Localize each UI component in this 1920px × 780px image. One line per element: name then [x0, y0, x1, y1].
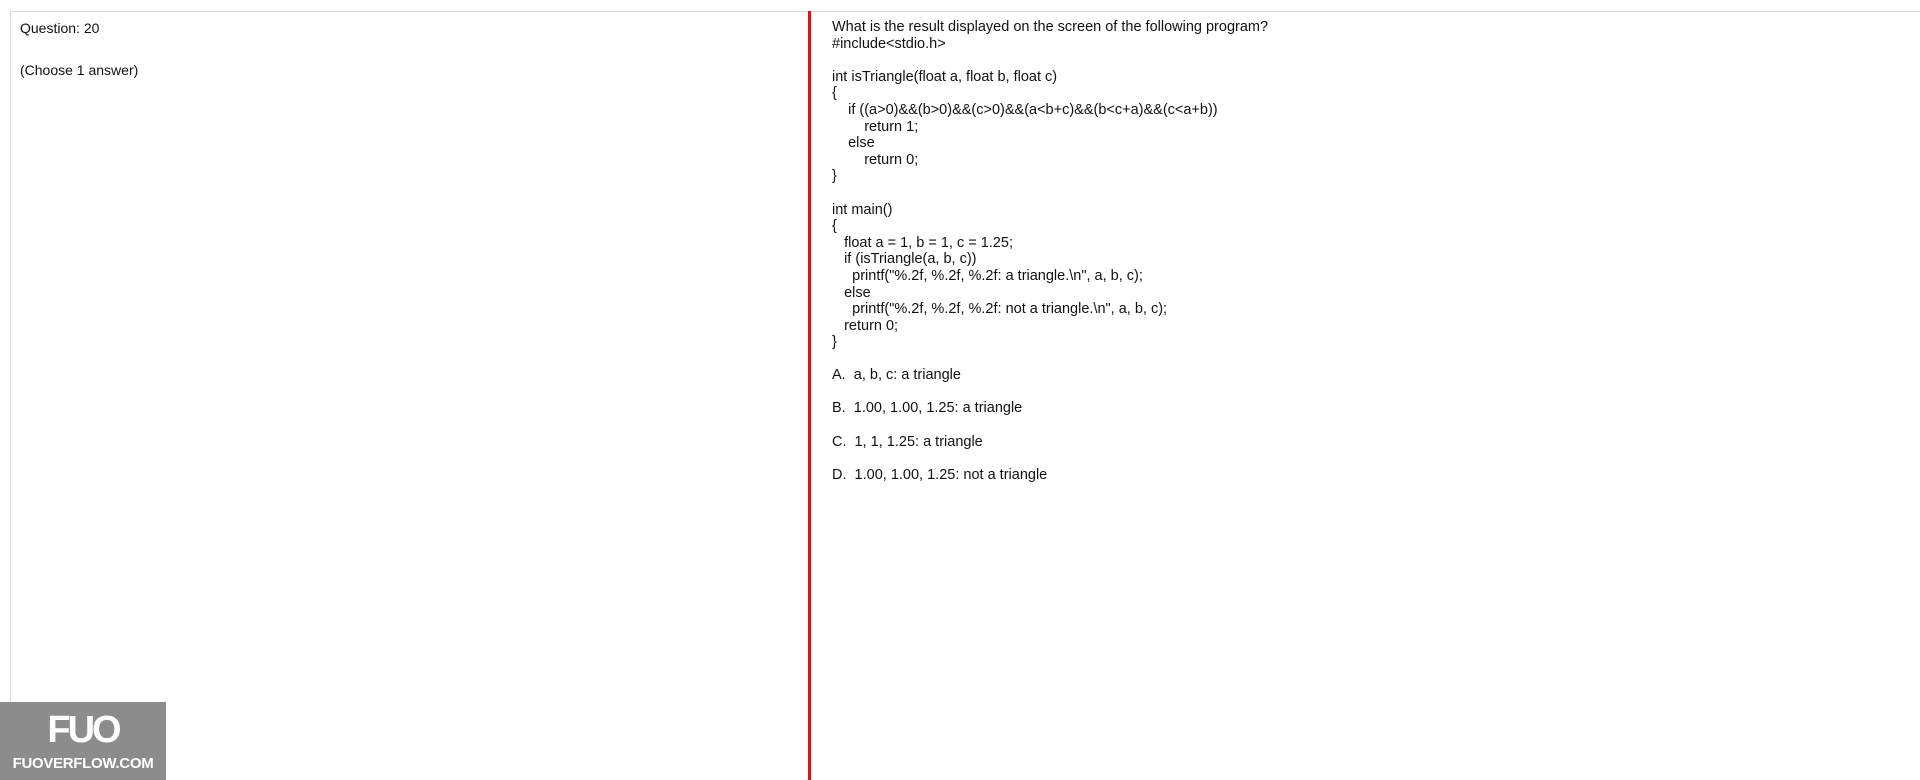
question-number: Question: 20 [20, 20, 100, 36]
option-b[interactable]: B. 1.00, 1.00, 1.25: a triangle [832, 400, 1023, 417]
answer-count-hint: (Choose 1 answer) [20, 62, 139, 78]
option-d[interactable]: D. 1.00, 1.00, 1.25: not a triangle [832, 467, 1048, 484]
watermark-site-name: FUOVERFLOW.COM [12, 755, 154, 772]
watermark-logo [0, 702, 166, 780]
option-c[interactable]: C. 1, 1, 1.25: a triangle [832, 433, 983, 450]
question-text: What is the result displayed on the screen of the following program? #include<stdio.h> int isTriangle(float a, float b, float c) { if ((a>0)&&(b>0)&&(c>0)&&(a<b+c)&&(b<c+a)&&(c<a+b)) return 1; else return 0; } int main() { float a = 1, b = 1, c = 1.25; if (isTriangle(a, b, c)) printf("%.2f, %.2f, %.2f: a triangle.\n", a, b, c); else printf("%.2f, %.2f, %.2f: not a triangle.\n", a, b, c); return 0; } [832, 19, 1269, 351]
option-a[interactable]: A. a, b, c: a triangle [832, 366, 961, 383]
watermark-logo-mark: FUO [47, 709, 119, 751]
answer-options [832, 367, 1892, 484]
pane-divider [808, 11, 811, 780]
question-info-pane [10, 11, 808, 780]
question-content-pane [832, 19, 1892, 500]
